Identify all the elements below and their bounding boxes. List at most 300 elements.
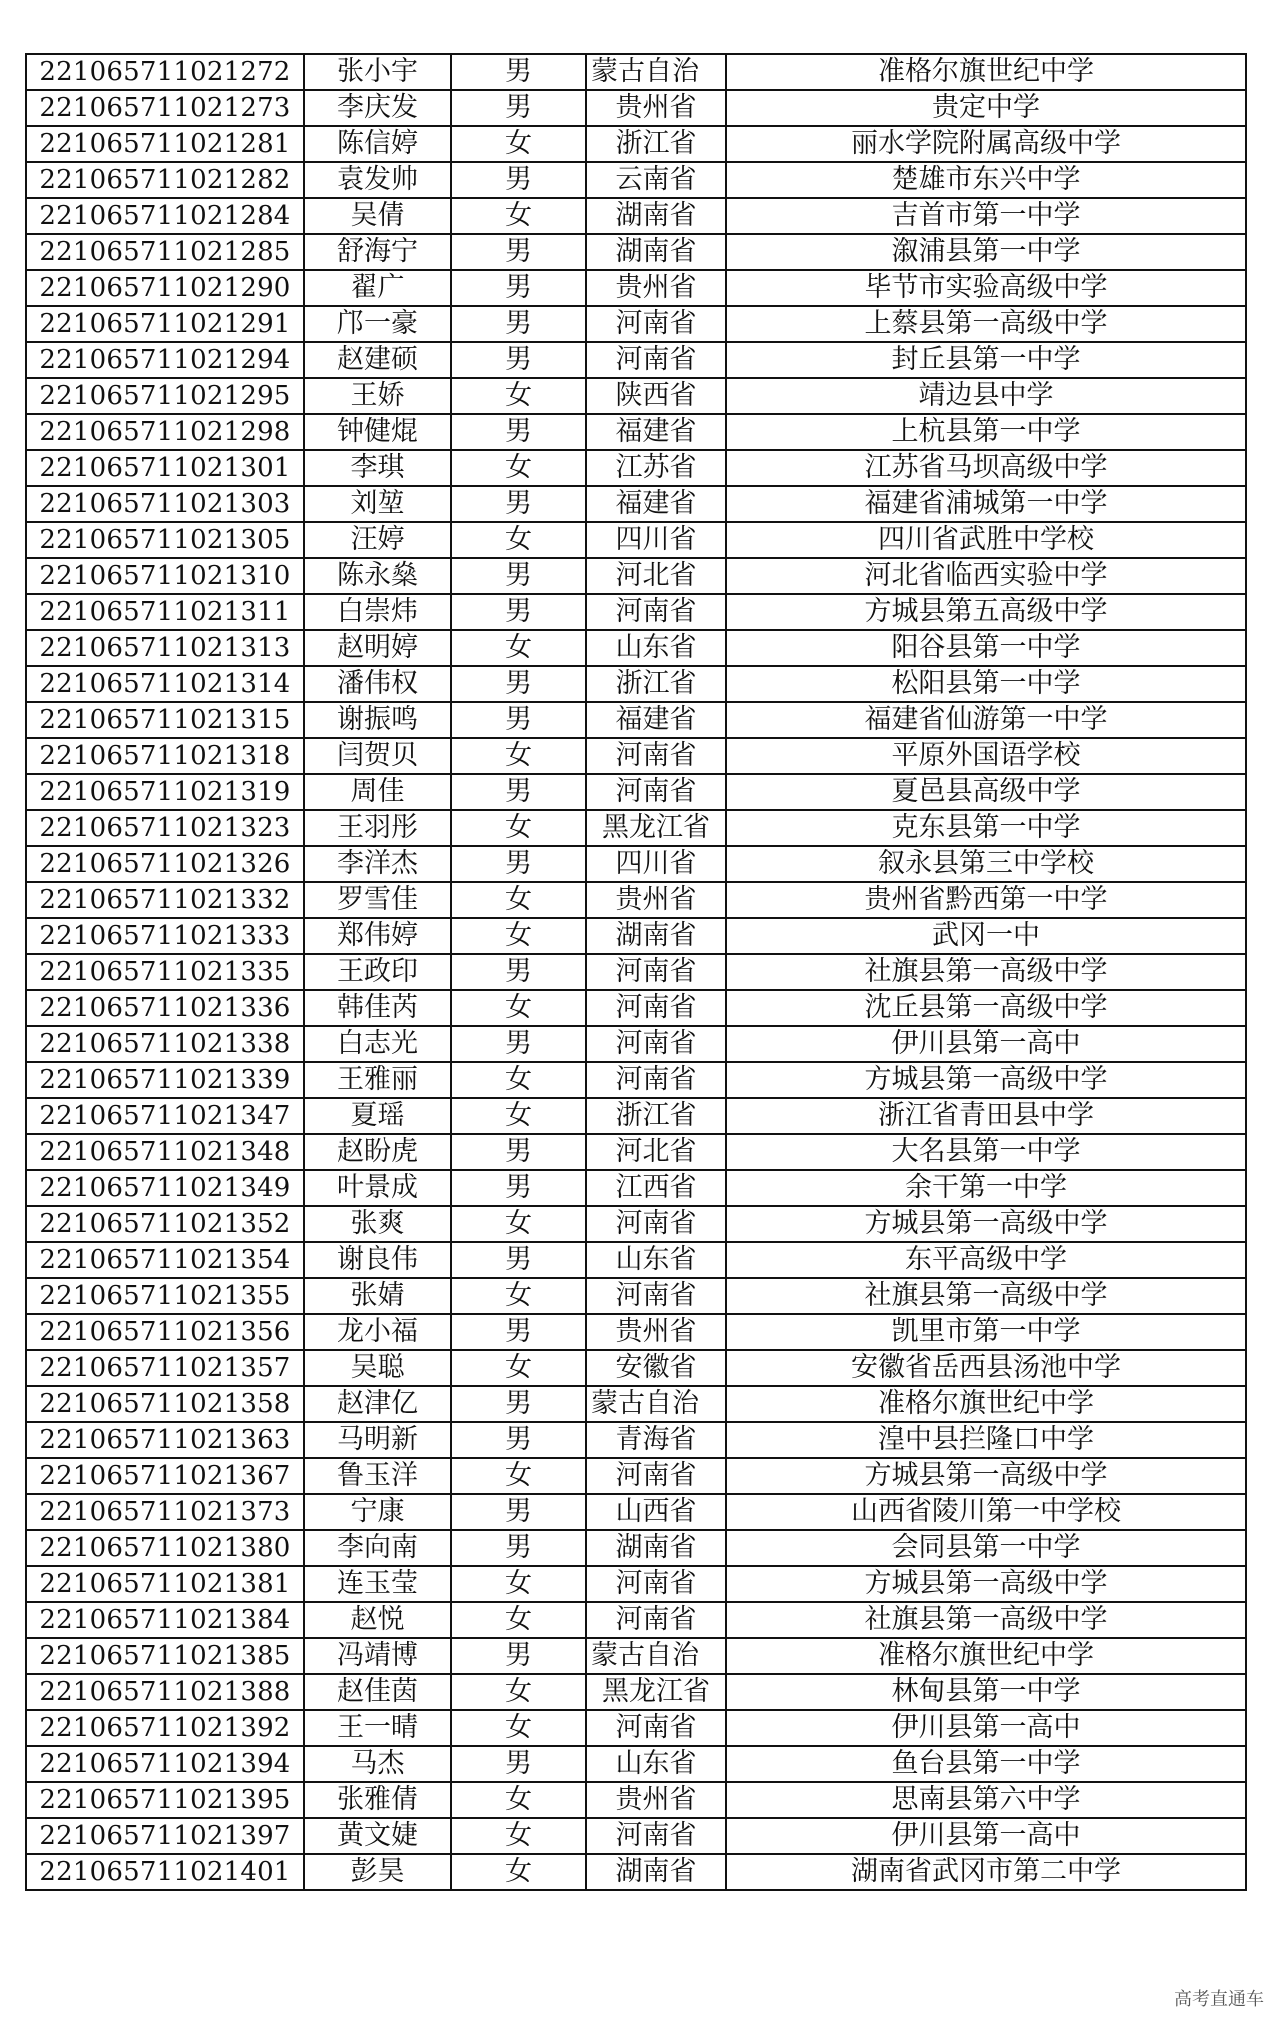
- gender-cell: 男: [451, 306, 586, 342]
- gender-cell: 女: [451, 810, 586, 846]
- student-name-cell: 韩佳芮: [304, 990, 451, 1026]
- gender-cell: 女: [451, 1278, 586, 1314]
- table-row: [26, 1062, 1246, 1098]
- exam-number-cell: 221065711021388: [26, 1674, 304, 1710]
- province-cell: 河南省: [586, 954, 726, 990]
- school-cell: 伊川县第一高中: [726, 1818, 1246, 1854]
- table-row: [26, 486, 1246, 522]
- exam-number-cell: 221065711021336: [26, 990, 304, 1026]
- student-name-cell: 谢振鸣: [304, 702, 451, 738]
- table-row: [26, 846, 1246, 882]
- exam-number-cell: 221065711021397: [26, 1818, 304, 1854]
- student-name-cell: 王雅丽: [304, 1062, 451, 1098]
- exam-number-cell: 221065711021385: [26, 1638, 304, 1674]
- exam-number-cell: 221065711021352: [26, 1206, 304, 1242]
- gender-cell: 女: [451, 450, 586, 486]
- province-cell: 江西省: [586, 1170, 726, 1206]
- table-row: [26, 1494, 1246, 1530]
- school-cell: 方城县第一高级中学: [726, 1062, 1246, 1098]
- table-row: [26, 1638, 1246, 1674]
- student-name-cell: 闫贺贝: [304, 738, 451, 774]
- school-cell: 克东县第一中学: [726, 810, 1246, 846]
- student-name-cell: 张爽: [304, 1206, 451, 1242]
- province-cell: 河南省: [586, 306, 726, 342]
- province-cell: 湖南省: [586, 1854, 726, 1890]
- school-cell: 上蔡县第一高级中学: [726, 306, 1246, 342]
- student-name-cell: 张婧: [304, 1278, 451, 1314]
- school-cell: 社旗县第一高级中学: [726, 1278, 1246, 1314]
- exam-number-cell: 221065711021357: [26, 1350, 304, 1386]
- province-cell: 贵州省: [586, 270, 726, 306]
- province-cell: 河南省: [586, 594, 726, 630]
- exam-number-cell: 221065711021303: [26, 486, 304, 522]
- province-cell: 江苏省: [586, 450, 726, 486]
- table-row: [26, 126, 1246, 162]
- table-row: [26, 1530, 1246, 1566]
- school-cell: 上杭县第一中学: [726, 414, 1246, 450]
- student-name-cell: 袁发帅: [304, 162, 451, 198]
- table-row: [26, 1710, 1246, 1746]
- province-cell: 湖南省: [586, 1530, 726, 1566]
- student-name-cell: 鲁玉洋: [304, 1458, 451, 1494]
- gender-cell: 男: [451, 234, 586, 270]
- gender-cell: 女: [451, 1458, 586, 1494]
- province-cell: 河北省: [586, 558, 726, 594]
- exam-number-cell: 221065711021294: [26, 342, 304, 378]
- table-row: [26, 1170, 1246, 1206]
- exam-number-cell: 221065711021301: [26, 450, 304, 486]
- province-cell: 河南省: [586, 1278, 726, 1314]
- student-name-cell: 赵建硕: [304, 342, 451, 378]
- table-row: [26, 90, 1246, 126]
- exam-number-cell: 221065711021335: [26, 954, 304, 990]
- gender-cell: 男: [451, 270, 586, 306]
- province-cell: 浙江省: [586, 126, 726, 162]
- student-name-cell: 谢良伟: [304, 1242, 451, 1278]
- province-cell: 湖南省: [586, 234, 726, 270]
- school-cell: 浙江省青田县中学: [726, 1098, 1246, 1134]
- exam-number-cell: 221065711021326: [26, 846, 304, 882]
- exam-number-cell: 221065711021290: [26, 270, 304, 306]
- gender-cell: 男: [451, 1026, 586, 1062]
- exam-number-cell: 221065711021338: [26, 1026, 304, 1062]
- school-cell: 林甸县第一中学: [726, 1674, 1246, 1710]
- exam-number-cell: 221065711021318: [26, 738, 304, 774]
- exam-number-cell: 221065711021298: [26, 414, 304, 450]
- province-cell: 山东省: [586, 1746, 726, 1782]
- gender-cell: 女: [451, 1854, 586, 1890]
- exam-number-cell: 221065711021313: [26, 630, 304, 666]
- exam-number-cell: 221065711021285: [26, 234, 304, 270]
- school-cell: 准格尔旗世纪中学: [726, 1638, 1246, 1674]
- table-row: [26, 1098, 1246, 1134]
- gender-cell: 男: [451, 1746, 586, 1782]
- school-cell: 方城县第一高级中学: [726, 1566, 1246, 1602]
- gender-cell: 男: [451, 54, 586, 90]
- exam-number-cell: 221065711021291: [26, 306, 304, 342]
- province-cell: 四川省: [586, 846, 726, 882]
- table-row: [26, 1818, 1246, 1854]
- table-row: [26, 1746, 1246, 1782]
- gender-cell: 女: [451, 522, 586, 558]
- table-row: [26, 1350, 1246, 1386]
- student-name-cell: 连玉莹: [304, 1566, 451, 1602]
- province-cell: 福建省: [586, 486, 726, 522]
- table-row: [26, 702, 1246, 738]
- exam-number-cell: 221065711021349: [26, 1170, 304, 1206]
- province-cell: 河南省: [586, 1602, 726, 1638]
- gender-cell: 男: [451, 666, 586, 702]
- student-name-cell: 彭昊: [304, 1854, 451, 1890]
- gender-cell: 女: [451, 1710, 586, 1746]
- table-row: [26, 1566, 1246, 1602]
- school-cell: 四川省武胜中学校: [726, 522, 1246, 558]
- table-row: [26, 1026, 1246, 1062]
- table-row: [26, 522, 1246, 558]
- school-cell: 武冈一中: [726, 918, 1246, 954]
- table-row: [26, 342, 1246, 378]
- student-name-cell: 汪婷: [304, 522, 451, 558]
- province-cell: 云南省: [586, 162, 726, 198]
- school-cell: 凯里市第一中学: [726, 1314, 1246, 1350]
- table-row: [26, 1278, 1246, 1314]
- exam-number-cell: 221065711021333: [26, 918, 304, 954]
- student-name-cell: 邝一豪: [304, 306, 451, 342]
- exam-number-cell: 221065711021356: [26, 1314, 304, 1350]
- table-row: [26, 738, 1246, 774]
- province-cell: 河南省: [586, 1026, 726, 1062]
- province-cell: 福建省: [586, 414, 726, 450]
- table-row: [26, 450, 1246, 486]
- student-name-cell: 吴聪: [304, 1350, 451, 1386]
- student-name-cell: 赵明婷: [304, 630, 451, 666]
- gender-cell: 女: [451, 198, 586, 234]
- school-cell: 丽水学院附属高级中学: [726, 126, 1246, 162]
- table-row: [26, 954, 1246, 990]
- student-name-cell: 白崇炜: [304, 594, 451, 630]
- student-name-cell: 张雅倩: [304, 1782, 451, 1818]
- school-cell: 思南县第六中学: [726, 1782, 1246, 1818]
- school-cell: 安徽省岳西县汤池中学: [726, 1350, 1246, 1386]
- school-cell: 余干第一中学: [726, 1170, 1246, 1206]
- admission-list-sheet: [25, 53, 1245, 1891]
- table-row: [26, 1422, 1246, 1458]
- student-name-cell: 赵佳茵: [304, 1674, 451, 1710]
- school-cell: 松阳县第一中学: [726, 666, 1246, 702]
- school-cell: 社旗县第一高级中学: [726, 954, 1246, 990]
- exam-number-cell: 221065711021373: [26, 1494, 304, 1530]
- student-name-cell: 马杰: [304, 1746, 451, 1782]
- table-row: [26, 594, 1246, 630]
- gender-cell: 男: [451, 702, 586, 738]
- exam-number-cell: 221065711021354: [26, 1242, 304, 1278]
- student-name-cell: 郑伟婷: [304, 918, 451, 954]
- student-name-cell: 王一晴: [304, 1710, 451, 1746]
- table-row: [26, 54, 1246, 90]
- student-name-cell: 龙小福: [304, 1314, 451, 1350]
- exam-number-cell: 221065711021281: [26, 126, 304, 162]
- province-cell: 山东省: [586, 630, 726, 666]
- exam-number-cell: 221065711021339: [26, 1062, 304, 1098]
- table-row: [26, 1314, 1246, 1350]
- gender-cell: 男: [451, 342, 586, 378]
- school-cell: 贵州省黔西第一中学: [726, 882, 1246, 918]
- school-cell: 夏邑县高级中学: [726, 774, 1246, 810]
- gender-cell: 女: [451, 1206, 586, 1242]
- gender-cell: 女: [451, 1674, 586, 1710]
- table-row: [26, 774, 1246, 810]
- province-cell: 蒙古自治: [586, 1638, 726, 1674]
- province-cell: 贵州省: [586, 882, 726, 918]
- table-row: [26, 414, 1246, 450]
- gender-cell: 男: [451, 414, 586, 450]
- gender-cell: 男: [451, 1530, 586, 1566]
- student-name-cell: 舒海宁: [304, 234, 451, 270]
- gender-cell: 女: [451, 1602, 586, 1638]
- student-name-cell: 陈信婷: [304, 126, 451, 162]
- exam-number-cell: 221065711021272: [26, 54, 304, 90]
- gender-cell: 男: [451, 1134, 586, 1170]
- table-row: [26, 1206, 1246, 1242]
- exam-number-cell: 221065711021381: [26, 1566, 304, 1602]
- exam-number-cell: 221065711021392: [26, 1710, 304, 1746]
- province-cell: 贵州省: [586, 1782, 726, 1818]
- table-row: [26, 162, 1246, 198]
- student-name-cell: 白志光: [304, 1026, 451, 1062]
- school-cell: 方城县第一高级中学: [726, 1206, 1246, 1242]
- exam-number-cell: 221065711021394: [26, 1746, 304, 1782]
- school-cell: 方城县第五高级中学: [726, 594, 1246, 630]
- student-name-cell: 刘堃: [304, 486, 451, 522]
- table-row: [26, 198, 1246, 234]
- table-row: [26, 990, 1246, 1026]
- student-name-cell: 王羽彤: [304, 810, 451, 846]
- province-cell: 浙江省: [586, 666, 726, 702]
- gender-cell: 女: [451, 738, 586, 774]
- exam-number-cell: 221065711021323: [26, 810, 304, 846]
- exam-number-cell: 221065711021314: [26, 666, 304, 702]
- school-cell: 福建省浦城第一中学: [726, 486, 1246, 522]
- student-name-cell: 钟健焜: [304, 414, 451, 450]
- school-cell: 封丘县第一中学: [726, 342, 1246, 378]
- school-cell: 吉首市第一中学: [726, 198, 1246, 234]
- gender-cell: 女: [451, 1062, 586, 1098]
- student-name-cell: 赵盼虎: [304, 1134, 451, 1170]
- school-cell: 伊川县第一高中: [726, 1710, 1246, 1746]
- exam-number-cell: 221065711021384: [26, 1602, 304, 1638]
- school-cell: 湟中县拦隆口中学: [726, 1422, 1246, 1458]
- table-row: [26, 1854, 1246, 1890]
- province-cell: 河南省: [586, 990, 726, 1026]
- school-cell: 楚雄市东兴中学: [726, 162, 1246, 198]
- province-cell: 河南省: [586, 774, 726, 810]
- gender-cell: 男: [451, 846, 586, 882]
- school-cell: 溆浦县第一中学: [726, 234, 1246, 270]
- school-cell: 叙永县第三中学校: [726, 846, 1246, 882]
- province-cell: 河北省: [586, 1134, 726, 1170]
- exam-number-cell: 221065711021319: [26, 774, 304, 810]
- student-name-cell: 翟广: [304, 270, 451, 306]
- gender-cell: 女: [451, 990, 586, 1026]
- exam-number-cell: 221065711021401: [26, 1854, 304, 1890]
- province-cell: 河南省: [586, 1566, 726, 1602]
- gender-cell: 男: [451, 486, 586, 522]
- student-name-cell: 赵悦: [304, 1602, 451, 1638]
- school-cell: 福建省仙游第一中学: [726, 702, 1246, 738]
- student-name-cell: 潘伟权: [304, 666, 451, 702]
- table-row: [26, 378, 1246, 414]
- gender-cell: 男: [451, 1422, 586, 1458]
- admission-table-body: [26, 54, 1246, 1890]
- gender-cell: 男: [451, 1314, 586, 1350]
- gender-cell: 男: [451, 1638, 586, 1674]
- province-cell: 河南省: [586, 738, 726, 774]
- table-row: [26, 558, 1246, 594]
- table-row: [26, 1134, 1246, 1170]
- exam-number-cell: 221065711021315: [26, 702, 304, 738]
- gender-cell: 男: [451, 1242, 586, 1278]
- school-cell: 伊川县第一高中: [726, 1026, 1246, 1062]
- school-cell: 毕节市实验高级中学: [726, 270, 1246, 306]
- table-row: [26, 882, 1246, 918]
- school-cell: 江苏省马坝高级中学: [726, 450, 1246, 486]
- admission-table: [25, 53, 1247, 1891]
- gender-cell: 男: [451, 774, 586, 810]
- school-cell: 会同县第一中学: [726, 1530, 1246, 1566]
- gender-cell: 男: [451, 1494, 586, 1530]
- school-cell: 贵定中学: [726, 90, 1246, 126]
- province-cell: 山东省: [586, 1242, 726, 1278]
- school-cell: 准格尔旗世纪中学: [726, 1386, 1246, 1422]
- province-cell: 青海省: [586, 1422, 726, 1458]
- school-cell: 方城县第一高级中学: [726, 1458, 1246, 1494]
- province-cell: 河南省: [586, 1458, 726, 1494]
- table-row: [26, 234, 1246, 270]
- student-name-cell: 周佳: [304, 774, 451, 810]
- gender-cell: 男: [451, 594, 586, 630]
- province-cell: 湖南省: [586, 918, 726, 954]
- school-cell: 沈丘县第一高级中学: [726, 990, 1246, 1026]
- gender-cell: 女: [451, 126, 586, 162]
- gender-cell: 女: [451, 918, 586, 954]
- school-cell: 鱼台县第一中学: [726, 1746, 1246, 1782]
- exam-number-cell: 221065711021310: [26, 558, 304, 594]
- province-cell: 河南省: [586, 1710, 726, 1746]
- province-cell: 黑龙江省: [586, 810, 726, 846]
- gender-cell: 女: [451, 630, 586, 666]
- gender-cell: 男: [451, 162, 586, 198]
- exam-number-cell: 221065711021355: [26, 1278, 304, 1314]
- table-row: [26, 918, 1246, 954]
- student-name-cell: 王政印: [304, 954, 451, 990]
- gender-cell: 男: [451, 90, 586, 126]
- gender-cell: 男: [451, 558, 586, 594]
- province-cell: 浙江省: [586, 1098, 726, 1134]
- exam-number-cell: 221065711021367: [26, 1458, 304, 1494]
- exam-number-cell: 221065711021284: [26, 198, 304, 234]
- school-cell: 大名县第一中学: [726, 1134, 1246, 1170]
- gender-cell: 女: [451, 1782, 586, 1818]
- table-row: [26, 1242, 1246, 1278]
- student-name-cell: 叶景成: [304, 1170, 451, 1206]
- exam-number-cell: 221065711021295: [26, 378, 304, 414]
- table-row: [26, 810, 1246, 846]
- province-cell: 蒙古自治: [586, 1386, 726, 1422]
- province-cell: 贵州省: [586, 1314, 726, 1350]
- table-row: [26, 1602, 1246, 1638]
- student-name-cell: 张小宇: [304, 54, 451, 90]
- student-name-cell: 王娇: [304, 378, 451, 414]
- student-name-cell: 吴倩: [304, 198, 451, 234]
- school-cell: 靖边县中学: [726, 378, 1246, 414]
- gender-cell: 女: [451, 1818, 586, 1854]
- province-cell: 福建省: [586, 702, 726, 738]
- gender-cell: 男: [451, 954, 586, 990]
- student-name-cell: 陈永燊: [304, 558, 451, 594]
- student-name-cell: 冯靖博: [304, 1638, 451, 1674]
- student-name-cell: 李庆发: [304, 90, 451, 126]
- exam-number-cell: 221065711021358: [26, 1386, 304, 1422]
- province-cell: 四川省: [586, 522, 726, 558]
- exam-number-cell: 221065711021363: [26, 1422, 304, 1458]
- province-cell: 河南省: [586, 342, 726, 378]
- school-cell: 东平高级中学: [726, 1242, 1246, 1278]
- school-cell: 湖南省武冈市第二中学: [726, 1854, 1246, 1890]
- gender-cell: 女: [451, 1350, 586, 1386]
- gender-cell: 男: [451, 1386, 586, 1422]
- province-cell: 湖南省: [586, 198, 726, 234]
- province-cell: 蒙古自治: [586, 54, 726, 90]
- exam-number-cell: 221065711021395: [26, 1782, 304, 1818]
- gender-cell: 男: [451, 1170, 586, 1206]
- school-cell: 河北省临西实验中学: [726, 558, 1246, 594]
- student-name-cell: 李向南: [304, 1530, 451, 1566]
- table-row: [26, 666, 1246, 702]
- exam-number-cell: 221065711021311: [26, 594, 304, 630]
- province-cell: 安徽省: [586, 1350, 726, 1386]
- gender-cell: 女: [451, 378, 586, 414]
- school-cell: 平原外国语学校: [726, 738, 1246, 774]
- exam-number-cell: 221065711021273: [26, 90, 304, 126]
- exam-number-cell: 221065711021332: [26, 882, 304, 918]
- school-cell: 社旗县第一高级中学: [726, 1602, 1246, 1638]
- table-row: [26, 1386, 1246, 1422]
- province-cell: 黑龙江省: [586, 1674, 726, 1710]
- student-name-cell: 夏瑶: [304, 1098, 451, 1134]
- exam-number-cell: 221065711021305: [26, 522, 304, 558]
- watermark-text: 高考直通车: [1174, 1989, 1264, 2010]
- school-cell: 山西省陵川第一中学校: [726, 1494, 1246, 1530]
- table-row: [26, 270, 1246, 306]
- student-name-cell: 赵津亿: [304, 1386, 451, 1422]
- school-cell: 准格尔旗世纪中学: [726, 54, 1246, 90]
- exam-number-cell: 221065711021347: [26, 1098, 304, 1134]
- school-cell: 阳谷县第一中学: [726, 630, 1246, 666]
- province-cell: 陕西省: [586, 378, 726, 414]
- student-name-cell: 宁康: [304, 1494, 451, 1530]
- province-cell: 河南省: [586, 1206, 726, 1242]
- gender-cell: 女: [451, 882, 586, 918]
- student-name-cell: 李洋杰: [304, 846, 451, 882]
- exam-number-cell: 221065711021348: [26, 1134, 304, 1170]
- student-name-cell: 罗雪佳: [304, 882, 451, 918]
- table-row: [26, 1782, 1246, 1818]
- table-row: [26, 306, 1246, 342]
- table-row: [26, 1674, 1246, 1710]
- exam-number-cell: 221065711021282: [26, 162, 304, 198]
- student-name-cell: 李琪: [304, 450, 451, 486]
- gender-cell: 女: [451, 1566, 586, 1602]
